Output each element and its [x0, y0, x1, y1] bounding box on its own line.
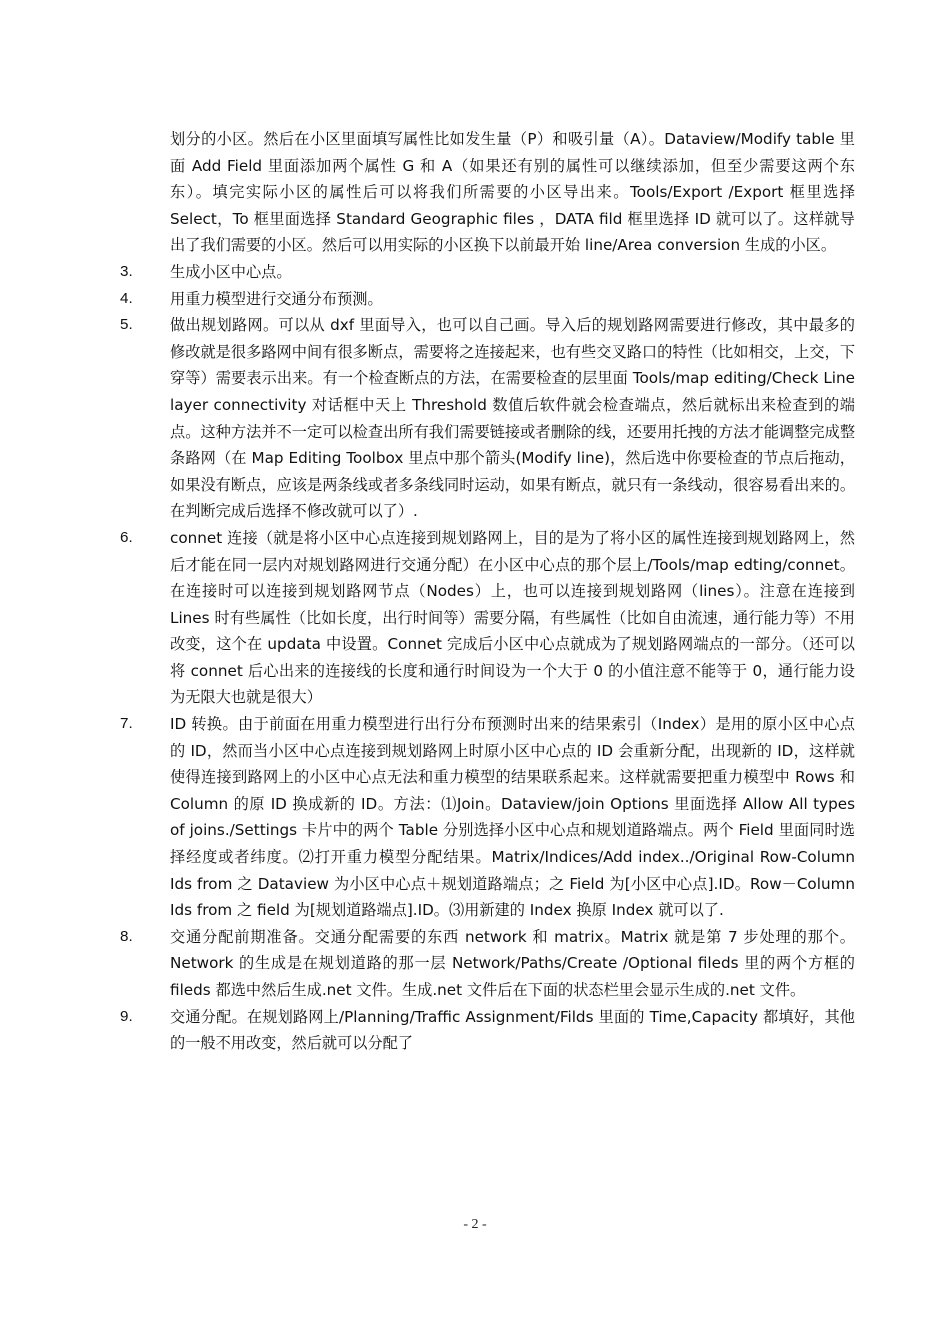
item-number: 6. [120, 528, 133, 546]
item-text: 交通分配。在规划路网上/Planning/Traffic Assignment/Filds 里面的 Time,Capacity 都填好，其他的一般不用改变，然后就可以分配了 [170, 1007, 855, 1053]
item-text: 交通分配前期准备。交通分配需要的东西 network 和 matrix。Matrix 就是第 7 步处理的那个。Network 的生成是在规划道路的那一层 Network/Paths/Create /Optional fileds 里的两个方框的 fileds 都选中然后生成.net 文件。生成.net 文件后在下面的状态栏里会显示生成的.net 文件。 [170, 927, 855, 999]
list-item-7 [120, 711, 855, 924]
item-number: 8. [120, 927, 133, 945]
list-item-9 [120, 1004, 855, 1057]
list-item-6 [120, 525, 855, 711]
page-number: - 2 - [463, 1217, 487, 1232]
item-text: 生成小区中心点。 [170, 262, 292, 281]
list-item-8 [120, 924, 855, 1004]
page-body [120, 126, 855, 1057]
item-number: 9. [120, 1007, 133, 1025]
item-number: 7. [120, 715, 133, 733]
continuation-paragraph: 划分的小区。然后在小区里面填写属性比如发生量（P）和吸引量（A）。Dataview/Modify table 里面 Add Field 里面添加两个属性 G 和 A（如果还有别的属性可以继续添加，但至少需要这两个东东）。填完实际小区的属性后可以将我们所需要的小区导出来。Tools/Export /Export 框里选择 Select，To 框里面选择 Standard Geographic files ，DATA fild 框里选择 ID 就可以了。这样就导出了我们需要的小区。然后可以用实际的小区换下以前最开始 line/Area conversion 生成的小区。 [170, 130, 855, 255]
item-number: 3. [120, 262, 133, 280]
list-item-4 [120, 286, 855, 313]
item-number: 4. [120, 289, 133, 307]
item-text: connet 连接（就是将小区中心点连接到规划路网上，目的是为了将小区的属性连接到规划路网上，然后才能在同一层内对规划路网进行交通分配）在小区中心点的那个层上/Tools/map edting/connet。在连接时可以连接到规划路网节点（Nodes）上，也可以连接到规划路网（lines）。注意在连接到 Lines 时有些属性（比如长度，出行时间等）需要分隔，有些属性（比如自由流速，通行能力等）不用改变，这个在 updata 中设置。Connet 完成后小区中心点就成为了规划路网端点的一部分。（还可以将 connet 后心出来的连接线的长度和通行时间设为一个大于 0 的小值注意不能等于 0，通行能力设为无限大也就是很大） [170, 528, 855, 707]
item-text: ID 转换。由于前面在用重力模型进行出行分布预测时出来的结果索引（Index）是用的原小区中心点的 ID，然而当小区中心点连接到规划路网上时原小区中心点的 ID 会重新分配，出现新的 ID，这样就使得连接到路网上的小区中心点无法和重力模型的结果联系起来。这样就需要把重力模型中 Rows 和 Column 的原 ID 换成新的 ID。方法：⑴Join。Dataview/join Options 里面选择 Allow All types of joins./Settings 卡片中的两个 Table 分别选择小区中心点和规划道路端点。两个 Field 里面同时选择经度或者纬度。⑵打开重力模型分配结果。Matrix/Indices/Add index../Original Row-Column Ids from 之 Dataview 为小区中心点＋规划道路端点；之 Field 为[小区中心点].ID。Row－Column Ids from 之 field 为[规划道路端点].ID。⑶用新建的 Index 换原 Index 就可以了. [170, 715, 855, 920]
list-item-3 [120, 259, 855, 286]
list-item-5 [120, 312, 855, 525]
item-text: 用重力模型进行交通分布预测。 [170, 289, 383, 308]
item-text: 做出规划路网。可以从 dxf 里面导入，也可以自己画。导入后的规划路网需要进行修改，其中最多的修改就是很多路网中间有很多断点，需要将之连接起来，也有些交叉路口的特性（比如相交，上交，下穿等）需要表示出来。有一个检查断点的方法，在需要检查的层里面 Tools/map editing/Check Line layer connectivity 对话框中天上 Threshold 数值后软件就会检查端点，然后就标出来检查到的端点。这种方法并不一定可以检查出所有我们需要链接或者删除的线，还要用托拽的方法才能调整完成整条路网（在 Map Editing Toolbox 里点中那个箭头(Modify line)，然后选中你要检查的节点后拖动，如果没有断点，应该是两条线或者多条线同时运动，如果有断点，就只有一条线动，很容易看出来的。在判断完成后选择不修改就可以了）. [170, 316, 855, 521]
item-number: 5. [120, 316, 133, 334]
